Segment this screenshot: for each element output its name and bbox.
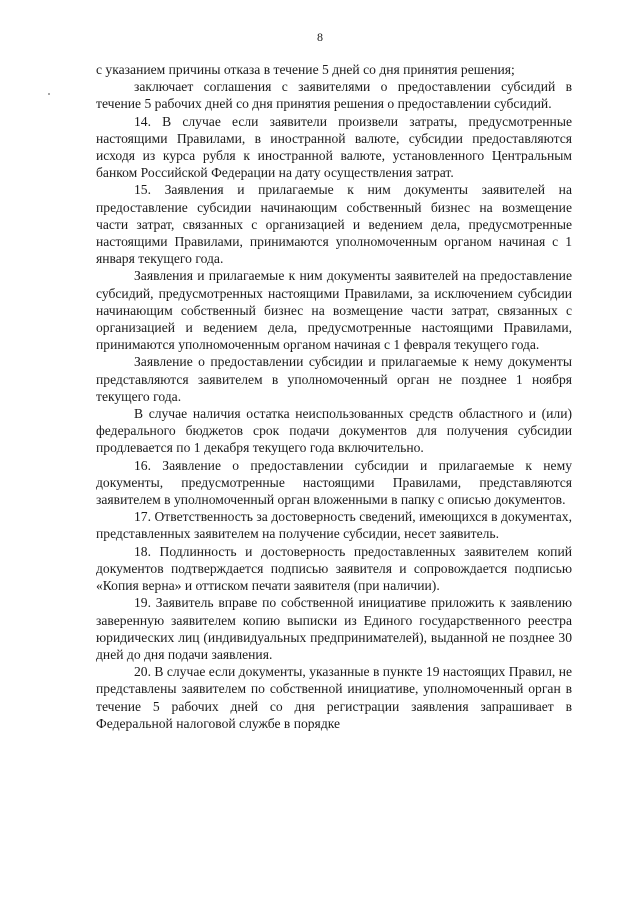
- paragraph-item-17: 17. Ответственность за достоверность сведений, имеющихся в документах, представленных заявителем на получение субсидии, несет заявитель.: [96, 509, 572, 542]
- paragraph-continuation: с указанием причины отказа в течение 5 дней со дня принятия решения;: [96, 62, 515, 77]
- paragraph-item-18: 18. Подлинность и достоверность предоставленных заявителем копий документов подтверждается подписью заявителя и сопровождается подписью «Копия верна» и оттиском печати заявителя (при наличии).: [96, 543, 572, 594]
- document-body: [96, 61, 572, 732]
- paragraph-item-20: 20. В случае если документы, указанные в пункте 19 настоящих Правил, не представлены заявителем по собственной инициативе, уполномоченный орган в течение 5 рабочих дней со дня регистрации заявления запрашивает в Федеральной налоговой службе в порядке: [96, 664, 572, 731]
- paragraph-extension-december: В случае наличия остатка неиспользованных средств областного и (или) федерального бюджетов срок подачи документов для получения субсидии продлевается по 1 декабря текущего года включительно.: [96, 406, 572, 456]
- paragraph-deadline-november: Заявление о предоставлении субсидии и прилагаемые к нему документы представляются заявителем в уполномоченный орган не позднее 1 ноября текущего года.: [96, 354, 572, 404]
- paragraph-item-19: 19. Заявитель вправе по собственной инициативе приложить к заявлению заверенную заявителем копию выписки из Единого государственного реестра юридических лиц (индивидуальных предпринимателей), выданной не позднее 30 дней до дня подачи заявления.: [96, 595, 572, 662]
- scan-speck: [48, 93, 50, 95]
- paragraph-agreement: заключает соглашения с заявителями о предоставлении субсидий в течение 5 рабочих дней со дня принятия решения о предоставлении субсидий.: [96, 79, 572, 112]
- page-number: 8: [317, 30, 323, 44]
- paragraph-item-14: 14. В случае если заявители произвели затраты, предусмотренные настоящими Правилами, в иностранной валюте, субсидии предоставляются исходя из курса рубля к иностранной валюте, установленного Центральным банком Российской Федерации на дату осуществления затрат.: [96, 113, 572, 181]
- paragraph-item-15: 15. Заявления и прилагаемые к ним документы заявителей на предоставление субсидии начинающим собственный бизнес на возмещение части затрат, связанных с организацией и ведением дела, предусмотренные настоящими Правилами, принимаются уполномоченным органом начиная с 1 января текущего года.: [96, 182, 572, 267]
- paragraph-item-16: 16. Заявление о предоставлении субсидии и прилагаемые к нему документы, предусмотренные настоящими Правилами, представляются заявителем в уполномоченный орган вложенными в папку с описью документов.: [96, 457, 572, 508]
- paragraph-applications-february: Заявления и прилагаемые к ним документы заявителей на предоставление субсидий, предусмотренных настоящими Правилами, за исключением субсидии начинающим собственный бизнес на возмещение части затрат, связанных с организацией и ведением дела, предусмотренные настоящими Правилами, принимаются уполномоченным органом начиная с 1 февраля текущего года.: [96, 268, 572, 353]
